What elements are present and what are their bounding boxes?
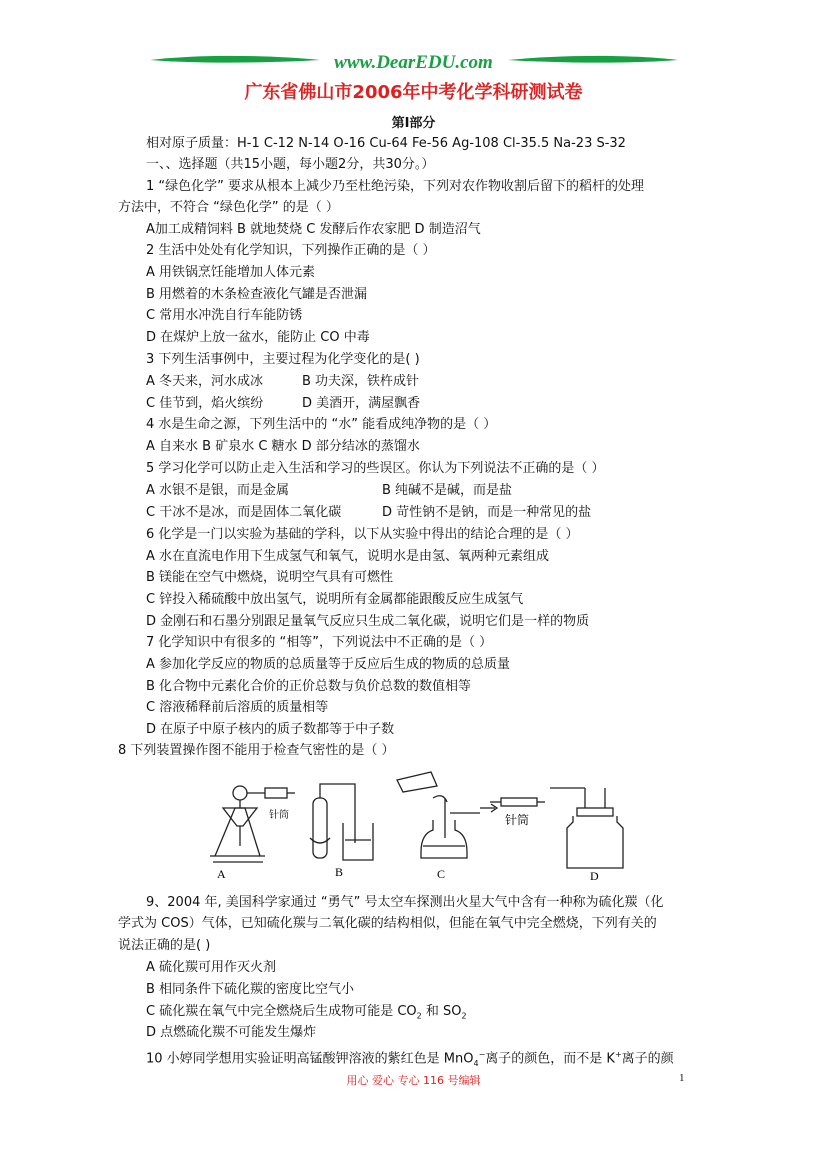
q10-text-mid: 离子的颜色，而不是 K (485, 1051, 615, 1067)
q6-stem: 6 化学是一门以实验为基础的学科，以下从实验中得出的结论合理的是（ ） (146, 527, 579, 542)
syringe-label-d: 针筒 (505, 813, 530, 827)
q2-option-d: D 在煤炉上放一盆水，能防止 CO 中毒 (146, 330, 370, 345)
q10-mno4-charge: − (478, 1050, 486, 1059)
q9-so2-subscript: 2 (461, 1011, 467, 1021)
q2-option-a: A 用铁锅烹饪能增加人体元素 (146, 265, 316, 280)
apparatus-d (550, 788, 623, 868)
q10-k-charge: + (614, 1050, 622, 1059)
atomic-masses: 相对原子质量：H-1 C-12 N-14 O-16 Cu-64 Fe-56 Ag-108 Cl-35.5 Na-23 S-32 (146, 136, 626, 151)
q1-options: A加工成精饲料 B 就地焚烧 C 发酵后作农家肥 D 制造沼气 (146, 222, 481, 237)
q2-option-c: C 常用水冲洗自行车能防锈 (146, 308, 303, 323)
apparatus-b (310, 784, 373, 860)
section-heading: 一、、选择题（共15小题，每小题2分，共30分。） (146, 157, 435, 172)
q8-stem: 8 下列装置操作图不能用于检查气密性的是（ ） (118, 743, 395, 758)
q5-option-b: B 纯碱不是碱，而是盐 (382, 483, 513, 498)
arrow-and-syringe (480, 798, 545, 812)
q1-stem-line1: 1 “绿色化学” 要求从根本上减少乃至杜绝污染，下列对农作物收割后留下的稻杆的处理 (146, 179, 645, 194)
q10-stem (146, 1045, 674, 1074)
q4-options: A 自来水 B 矿泉水 C 糖水 D 部分结冰的蒸馏水 (146, 439, 420, 454)
q6-option-a: A 水在直流电作用下生成氢气和氧气，说明水是由氢、氧两种元素组成 (146, 549, 550, 564)
q9-option-b: B 相同条件下硫化羰的密度比空气小 (146, 982, 355, 997)
q5-stem: 5 学习化学可以防止走入生活和学习的些误区。你认为下列说法不正确的是（ ） (146, 461, 605, 476)
q3-option-a: A 冬天来，河水成冰 (146, 374, 264, 389)
q9-option-a: A 硫化羰可用作灭火剂 (146, 960, 277, 975)
q5-option-a: A 水银不是银，而是金属 (146, 483, 290, 498)
q9-option-d: D 点燃硫化羰不可能发生爆炸 (146, 1025, 317, 1040)
figure-label-b: B (335, 865, 344, 879)
q6-option-c: C 锌投入稀硫酸中放出氢气，说明所有金属都能跟酸反应生成氢气 (146, 592, 524, 607)
q1-stem-line2: 方法中，不符合 “绿色化学” 的是（ ） (118, 200, 339, 215)
apparatus-figure (205, 768, 625, 880)
page-number: 1 (679, 1072, 685, 1084)
q3-option-d: D 美酒开，满屋飘香 (302, 396, 421, 411)
q2-stem: 2 生活中处处有化学知识，下列操作正确的是（ ） (146, 243, 436, 258)
q3-stem: 3 下列生活事例中，主要过程为化学变化的是( ) (146, 352, 420, 367)
q7-option-a: A 参加化学反应的物质的总质量等于反应后生成的物质的总质量 (146, 657, 511, 672)
q6-option-d: D 金刚石和石墨分别跟足量氧气反应只生成二氧化碳，说明它们是一样的物质 (146, 614, 590, 629)
q7-option-c: C 溶液稀释前后溶质的质量相等 (146, 700, 329, 715)
q10-text-pre: 10 小婷同学想用实验证明高锰酸钾溶液的紫红色是 MnO (146, 1051, 474, 1067)
q6-option-b: B 镁能在空气中燃烧，说明空气具有可燃性 (146, 570, 394, 585)
q9-stem-line3: 说法正确的是( ) (118, 938, 211, 953)
q7-stem: 7 化学知识中有很多的 “相等”，下列说法中不正确的是（ ） (146, 635, 493, 650)
figure-label-a: A (217, 867, 226, 880)
q9-stem-line2: 学式为 COS）气体，已知硫化羰与二氧化碳的结构相似，但能在氧气中完全燃烧，下列有关的 (118, 916, 657, 931)
q7-option-b: B 化合物中元素化合价的正价总数与负价总数的数值相等 (146, 679, 472, 694)
page-title: 广东省佛山市2006年中考化学科研测试卷 (244, 82, 583, 103)
figure-label-d: D (590, 869, 599, 880)
figure-label-c: C (437, 867, 446, 880)
q3-option-b: B 功夫深，铁杵成针 (302, 374, 420, 389)
q9-co2-subscript: 2 (416, 1011, 422, 1021)
q7-option-d: D 在原子中原子核内的质子数都等于中子数 (146, 722, 395, 737)
q2-option-b: B 用燃着的木条检查液化气罐是否泄漏 (146, 287, 368, 302)
apparatus-c (397, 772, 480, 858)
q9-stem-line1: 9、2004 年, 美国科学家通过 “勇气” 号太空车探测出火星大气中含有一种称为硫化羰（化 (146, 895, 664, 910)
q4-stem: 4 水是生命之源，下列生活中的 “水” 能看成纯净物的是（ ） (146, 417, 497, 432)
q10-text-post: 离子的颜 (621, 1051, 674, 1067)
q9-option-c-mid: 和 SO (421, 1004, 462, 1019)
q5-option-d: D 苛性钠不是钠，而是一种常见的盐 (382, 505, 592, 520)
q10-mno4-subscript: 4 (473, 1058, 479, 1068)
syringe-label-a: 针筒 (269, 810, 289, 821)
apparatus-a (210, 786, 295, 862)
q3-option-c: C 佳节到，焰火缤纷 (146, 396, 264, 411)
q9-option-c-text: C 硫化羰在氧气中完全燃烧后生成物可能是 CO (146, 1004, 417, 1019)
q5-option-c: C 干冰不是冰，而是固体二氧化碳 (146, 505, 342, 520)
site-url: www.DearEDU.com (334, 52, 493, 73)
part-heading: 第Ⅰ部分 (391, 116, 436, 131)
page-footer: 用心 爱心 专心 116 号编辑 (346, 1074, 481, 1087)
